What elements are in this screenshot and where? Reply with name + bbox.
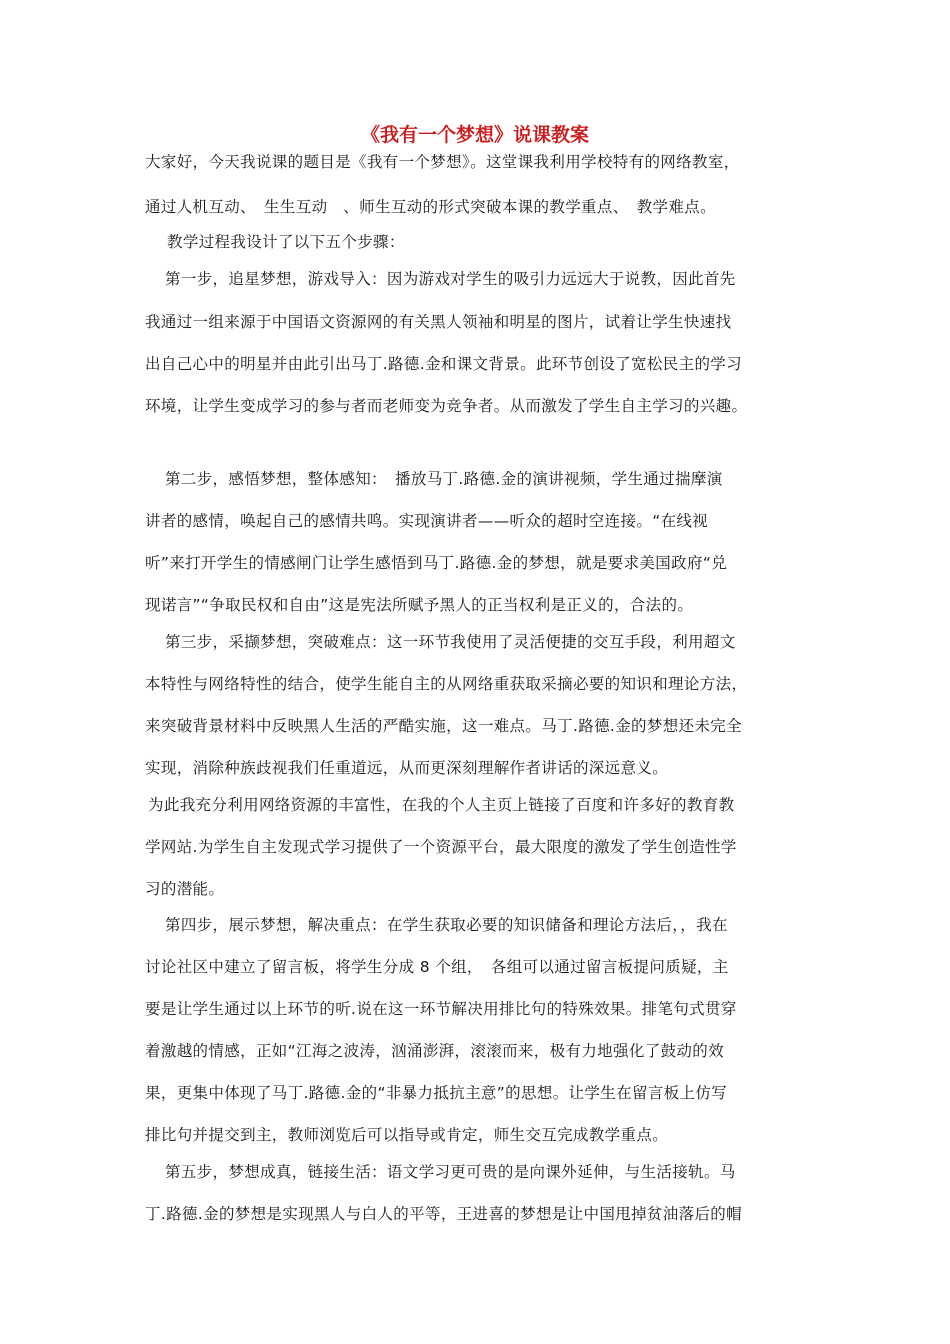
paragraph-line: 实现，消除种族歧视我们任重道远，从而更深刻理解作者讲话的深远意义。	[145, 759, 669, 777]
document-title: 《我有一个梦想》说课教案	[360, 124, 589, 146]
paragraph-line: 丁.路德.金的梦想是实现黑人与白人的平等，王进喜的梦想是让中国甩掉贫油落后的帽	[145, 1205, 743, 1223]
paragraph-line: 讲者的感情，唤起自己的感情共鸣。实现演讲者——听众的超时空连接。“在线视	[145, 512, 709, 530]
paragraph-line: 第二步，感悟梦想，整体感知： 播放马丁.路德.金的演讲视频，学生通过揣摩演	[165, 470, 723, 488]
paragraph-line: 第一步，追星梦想，游戏导入：因为游戏对学生的吸引力远远大于说教，因此首先	[165, 270, 736, 288]
paragraph-line: 第四步，展示梦想，解决重点：在学生获取必要的知识储备和理论方法后，，我在	[165, 916, 728, 934]
paragraph-line: 来突破背景材料中反映黑人生活的严酷实施，这一难点。马丁.路德.金的梦想还未完全	[145, 717, 743, 735]
paragraph-line: 大家好，今天我说课的题目是《我有一个梦想》。这堂课我利用学校特有的网络教室，	[145, 153, 740, 171]
paragraph-line: 第三步，采撷梦想，突破难点：这一环节我使用了灵活便捷的交互手段，利用超文	[165, 633, 736, 651]
paragraph-line: 听”来打开学生的情感闸门让学生感悟到马丁.路德.金的梦想，就是要求美国政府“兑	[145, 554, 728, 572]
paragraph-line: 排比句并提交到主，教师浏览后可以指导或肯定，师生交互完成教学重点。	[145, 1126, 669, 1144]
paragraph-line: 本特性与网络特性的结合，使学生能自主的从网络重获取采摘必要的知识和理论方法，	[145, 675, 748, 693]
paragraph-line: 出自己心中的明星并由此引出马丁.路德.金和课文背景。此环节创设了宽松民主的学习	[145, 355, 743, 373]
paragraph-line: 学网站.为学生自主发现式学习提供了一个资源平台，最大限度的激发了学生创造性学	[145, 838, 737, 856]
paragraph-line: 果，更集中体现了马丁.路德.金的“非暴力抵抗主意”的思想。让学生在留言板上仿写	[145, 1084, 728, 1102]
paragraph-line: 习的潜能。	[145, 880, 225, 898]
paragraph-line: 环境，让学生变成学习的参与者而老师变为竞争者。从而激发了学生自主学习的兴趣。	[145, 397, 748, 415]
paragraph-line: 教学过程我设计了以下五个步骤：	[167, 233, 405, 251]
paragraph-line: 通过人机互动、 生生互动 、师生互动的形式突破本课的教学重点、 教学难点。	[145, 198, 716, 216]
paragraph-line: 要是让学生通过以上环节的听.说在这一环节解决用排比句的特殊效果。排笔句式贯穿	[145, 1000, 737, 1018]
paragraph-line: 着激越的情感，正如“江海之波涛，汹涌澎湃，滚滚而来，极有力地强化了鼓动的效	[145, 1042, 724, 1060]
paragraph-line: 现诺言”“争取民权和自由”这是宪法所赋予黑人的正当权利是正义的，合法的。	[145, 596, 694, 614]
paragraph-line: 为此我充分利用网络资源的丰富性，在我的个人主页上链接了百度和许多好的教育教	[148, 796, 735, 814]
paragraph-line: 讨论社区中建立了留言板，将学生分成 8 个组， 各组可以通过留言板提问质疑，主	[145, 958, 729, 976]
paragraph-line: 第五步，梦想成真，链接生活：语文学习更可贵的是向课外延伸，与生活接轨。马	[165, 1163, 736, 1181]
paragraph-line: 我通过一组来源于中国语文资源网的有关黑人领袖和明星的图片，试着让学生快速找	[145, 313, 732, 331]
